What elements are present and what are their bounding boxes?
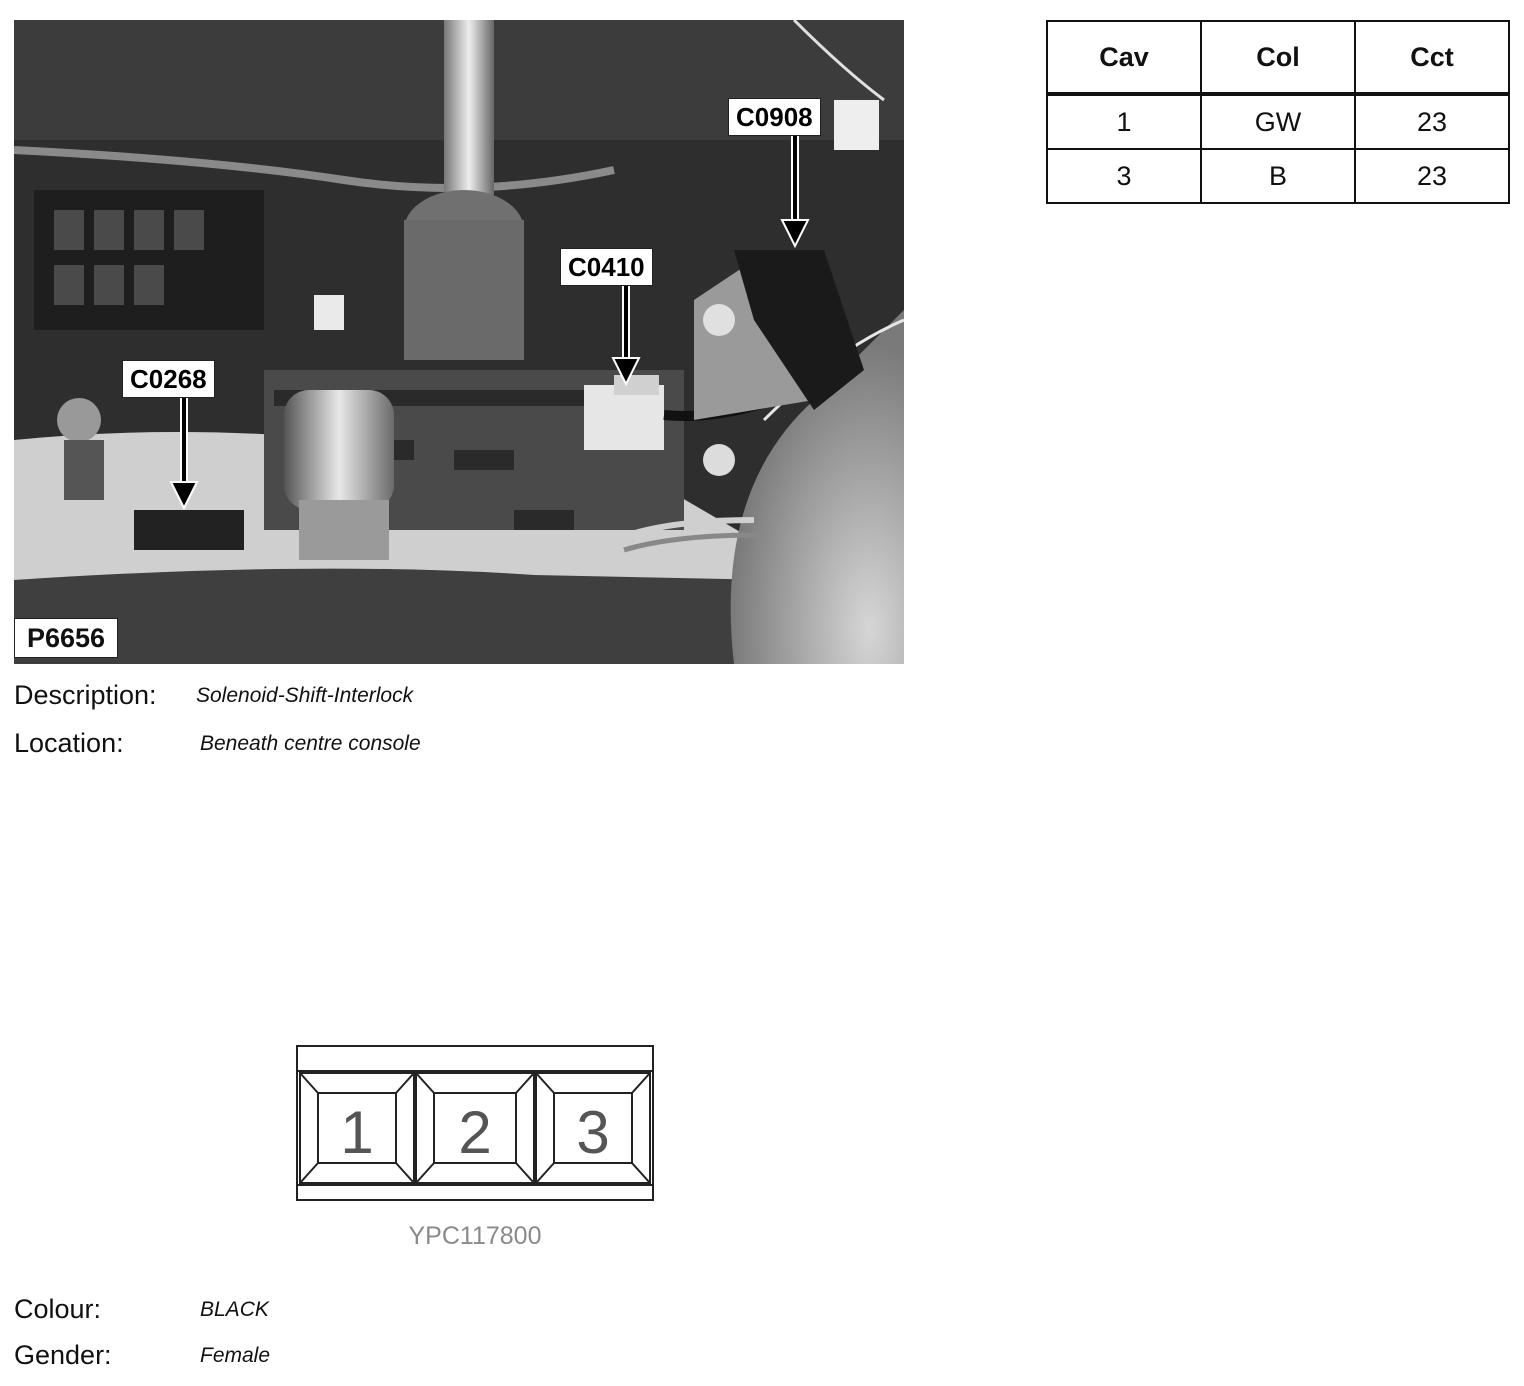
callout-c0410: C0410 xyxy=(560,248,653,286)
photo-reference-tag: P6656 xyxy=(14,618,118,658)
callout-c0268: C0268 xyxy=(122,360,215,398)
pin-table-header xyxy=(1047,21,1509,94)
connector-location-photo xyxy=(14,20,904,664)
header-cav: Cav xyxy=(1047,21,1201,94)
callout-c0908: C0908 xyxy=(728,98,821,136)
cell-cct: 23 xyxy=(1355,94,1509,149)
cell-col: B xyxy=(1201,149,1355,203)
colour-label: Colour: xyxy=(14,1294,102,1324)
table-row xyxy=(1047,149,1509,203)
cavity-number-2: 2 xyxy=(458,1099,492,1166)
cavity-number-3: 3 xyxy=(576,1099,610,1166)
cell-cav: 1 xyxy=(1047,94,1201,149)
cavity-number-1: 1 xyxy=(340,1099,374,1166)
description-value: Solenoid-Shift-Interlock xyxy=(196,684,414,707)
callout-arrow-c0410 xyxy=(611,286,641,386)
location-label: Location: xyxy=(14,728,124,758)
callout-arrow-c0908 xyxy=(780,136,810,248)
gender-label: Gender: xyxy=(14,1340,112,1370)
cell-cct: 23 xyxy=(1355,149,1509,203)
connector-face-diagram xyxy=(296,1045,654,1201)
description-label: Description: xyxy=(14,680,157,710)
location-value: Beneath centre console xyxy=(200,732,421,755)
table-row xyxy=(1047,94,1509,149)
cell-cav: 3 xyxy=(1047,149,1201,203)
header-col: Col xyxy=(1201,21,1355,94)
cell-col: GW xyxy=(1201,94,1355,149)
pin-table xyxy=(1046,20,1510,204)
header-cct: Cct xyxy=(1355,21,1509,94)
connector-part-number: YPC117800 xyxy=(408,1222,542,1250)
callout-arrow-c0268 xyxy=(169,398,199,510)
gender-value: Female xyxy=(200,1344,271,1367)
colour-value: BLACK xyxy=(200,1298,269,1321)
